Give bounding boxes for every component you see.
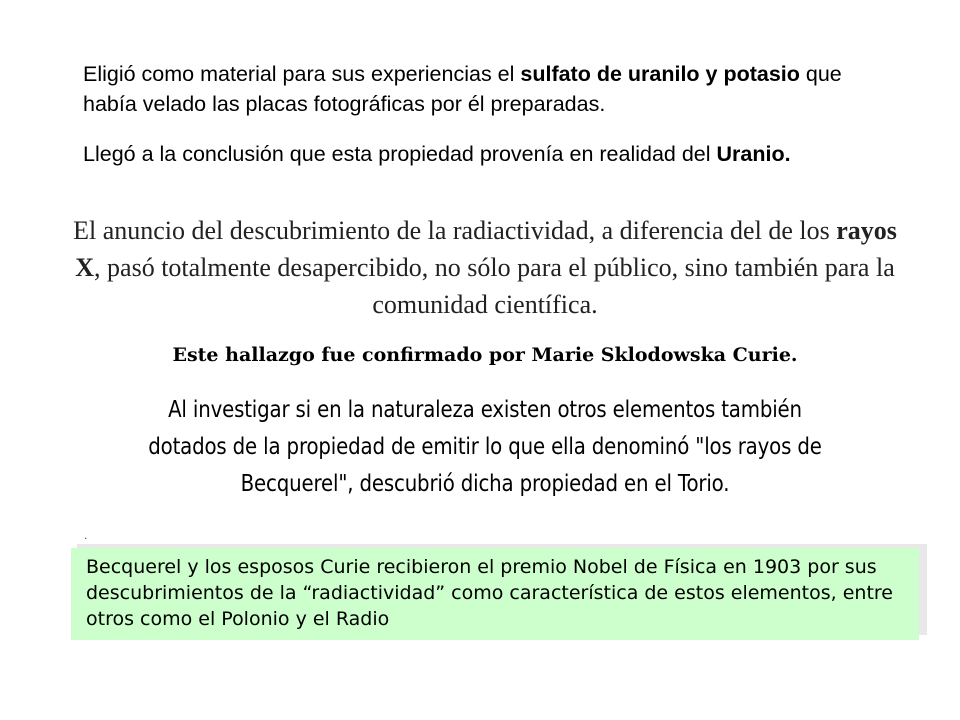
uranium-bold: Uranio. bbox=[716, 142, 791, 166]
paragraph-uranyl-text-1: Eligió como material para sus experiencias el bbox=[83, 62, 521, 86]
paragraph-uranyl-text-2: que había velado las placas fotográficas por él preparadas. bbox=[83, 62, 842, 116]
nobel-prize-text: Becquerel y los esposos Curie recibieron el premio Nobel de Física en 1903 por sus descubrimientos de la “radiactividad” como característica de estos elementos, entre otros como el Polonio y el Radio bbox=[86, 556, 893, 630]
paragraph-curie-confirmation: Este hallazgo fue confirmado por Marie Sklodowska Curie. bbox=[172, 344, 798, 366]
paragraph-announcement-text-2: , pasó totalmente desapercibido, no sólo para el público, sino también para la comunidad científica. bbox=[94, 253, 895, 319]
paragraph-uranium-text: Llegó a la conclusión que esta propiedad provenía en realidad del bbox=[83, 142, 717, 166]
paragraph-uranyl-sulfate bbox=[83, 59, 893, 119]
paragraph-thorium-discovery: Al investigar si en la naturaleza existen otros elementos también dotados de la propiedad de emitir lo que ella denominó "los rayos de Becquerel", descubrió dicha propiedad en el Torio. bbox=[148, 397, 822, 497]
nobel-prize-box bbox=[71, 548, 919, 640]
uranyl-potassium-sulfate-bold: sulfato de uranilo y potasio bbox=[520, 62, 800, 86]
x-rays-bold: rayos X bbox=[75, 216, 897, 282]
paragraph-uranium-conclusion bbox=[83, 138, 893, 170]
paragraph-radioactivity-announcement bbox=[60, 212, 910, 323]
stray-dot: . bbox=[84, 528, 88, 542]
paragraph-announcement-text-1: El anuncio del descubrimiento de la radiactividad, a diferencia del de los bbox=[73, 216, 837, 245]
